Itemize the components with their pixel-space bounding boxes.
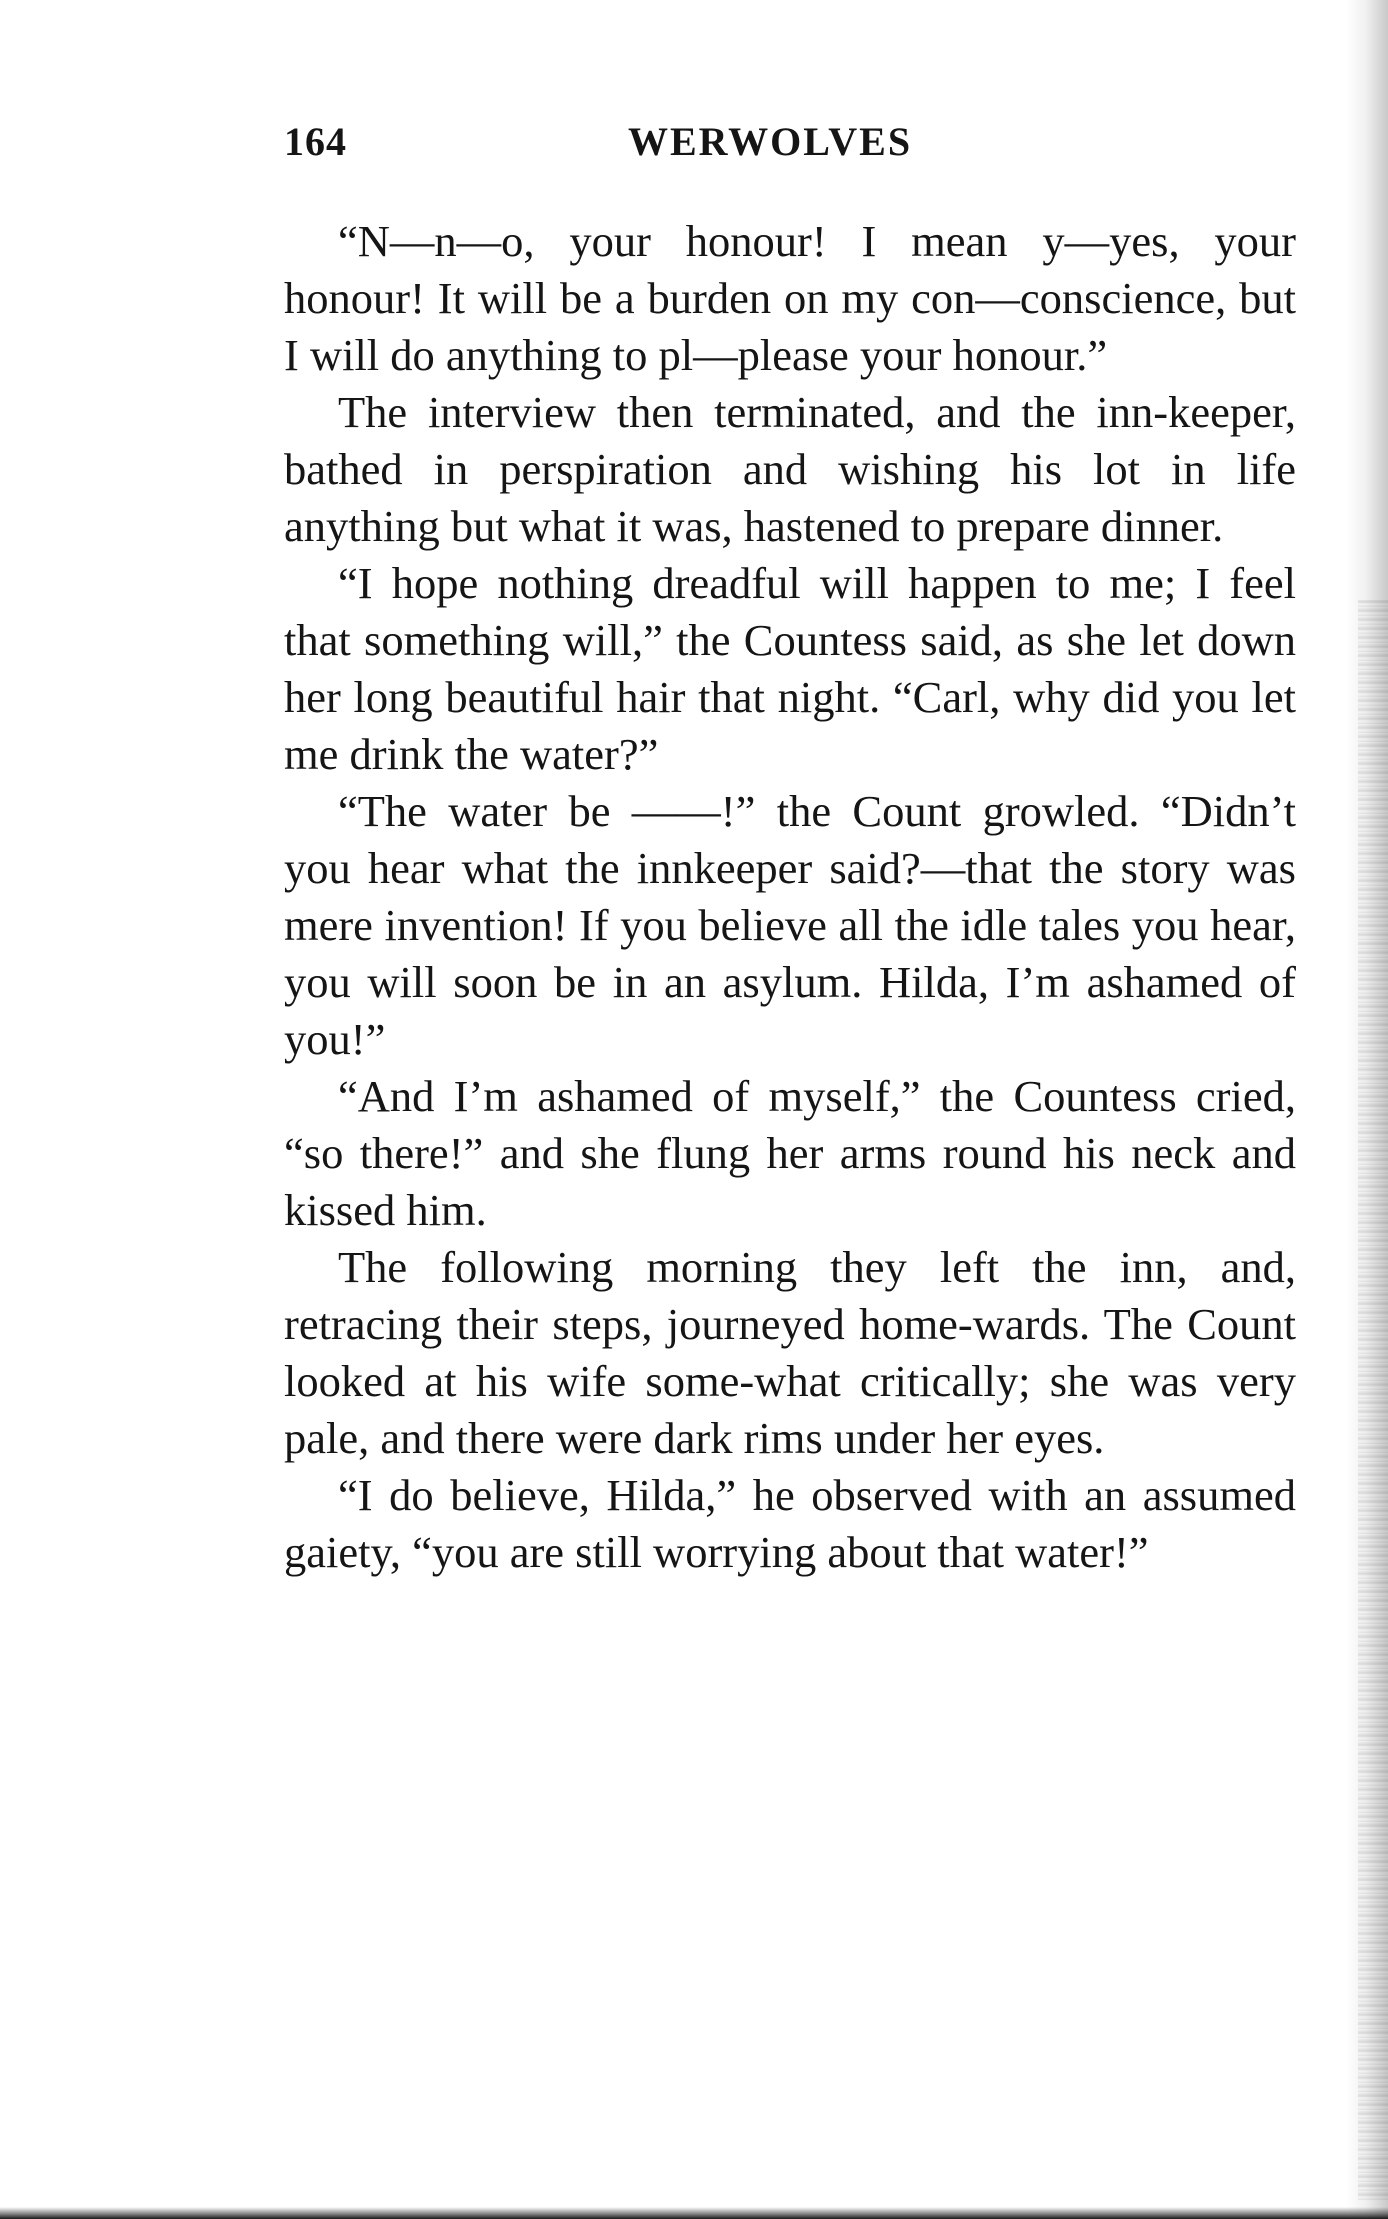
paragraph-2: The interview then terminated, and the inn-keeper, bathed in perspiration and wishing his lot in life anything but what it was, hastened to prepare dinner. xyxy=(284,387,1296,551)
paragraph-6: The following morning they left the inn, and, retracing their steps, journeyed home-wards. The Count looked at his wife some-what critically; she was very pale, and there were dark rims under her eyes. xyxy=(284,1242,1296,1463)
scan-edge-speckle xyxy=(1358,600,1388,2200)
scan-bottom-edge xyxy=(0,2207,1388,2219)
running-title: WERWOLVES xyxy=(628,119,913,164)
page-header xyxy=(284,118,1296,178)
paragraph-4: “The water be ——!” the Count growled. “Didn’t you hear what the innkeeper said?—that the story was mere invention! If you believe all the idle tales you hear, you will soon be in an asylum. Hilda, I’m ashamed of you!” xyxy=(284,786,1296,1064)
page-number: 164 xyxy=(284,119,347,164)
paragraph-1: “N—n—o, your honour! I mean y—yes, your honour! It will be a burden on my con—conscience, but I will do anything to pl—please your honour.” xyxy=(284,216,1296,380)
paragraph-5: “And I’m ashamed of myself,” the Countess cried, “so there!” and she flung her arms round his neck and kissed him. xyxy=(284,1071,1296,1235)
body-text xyxy=(284,213,1296,1581)
paragraph-3: “I hope nothing dreadful will happen to me; I feel that something will,” the Countess said, as she let down her long beautiful hair that night. “Carl, why did you let me drink the water?” xyxy=(284,558,1296,779)
paragraph-7: “I do believe, Hilda,” he observed with an assumed gaiety, “you are still worrying about that water!” xyxy=(284,1470,1296,1577)
